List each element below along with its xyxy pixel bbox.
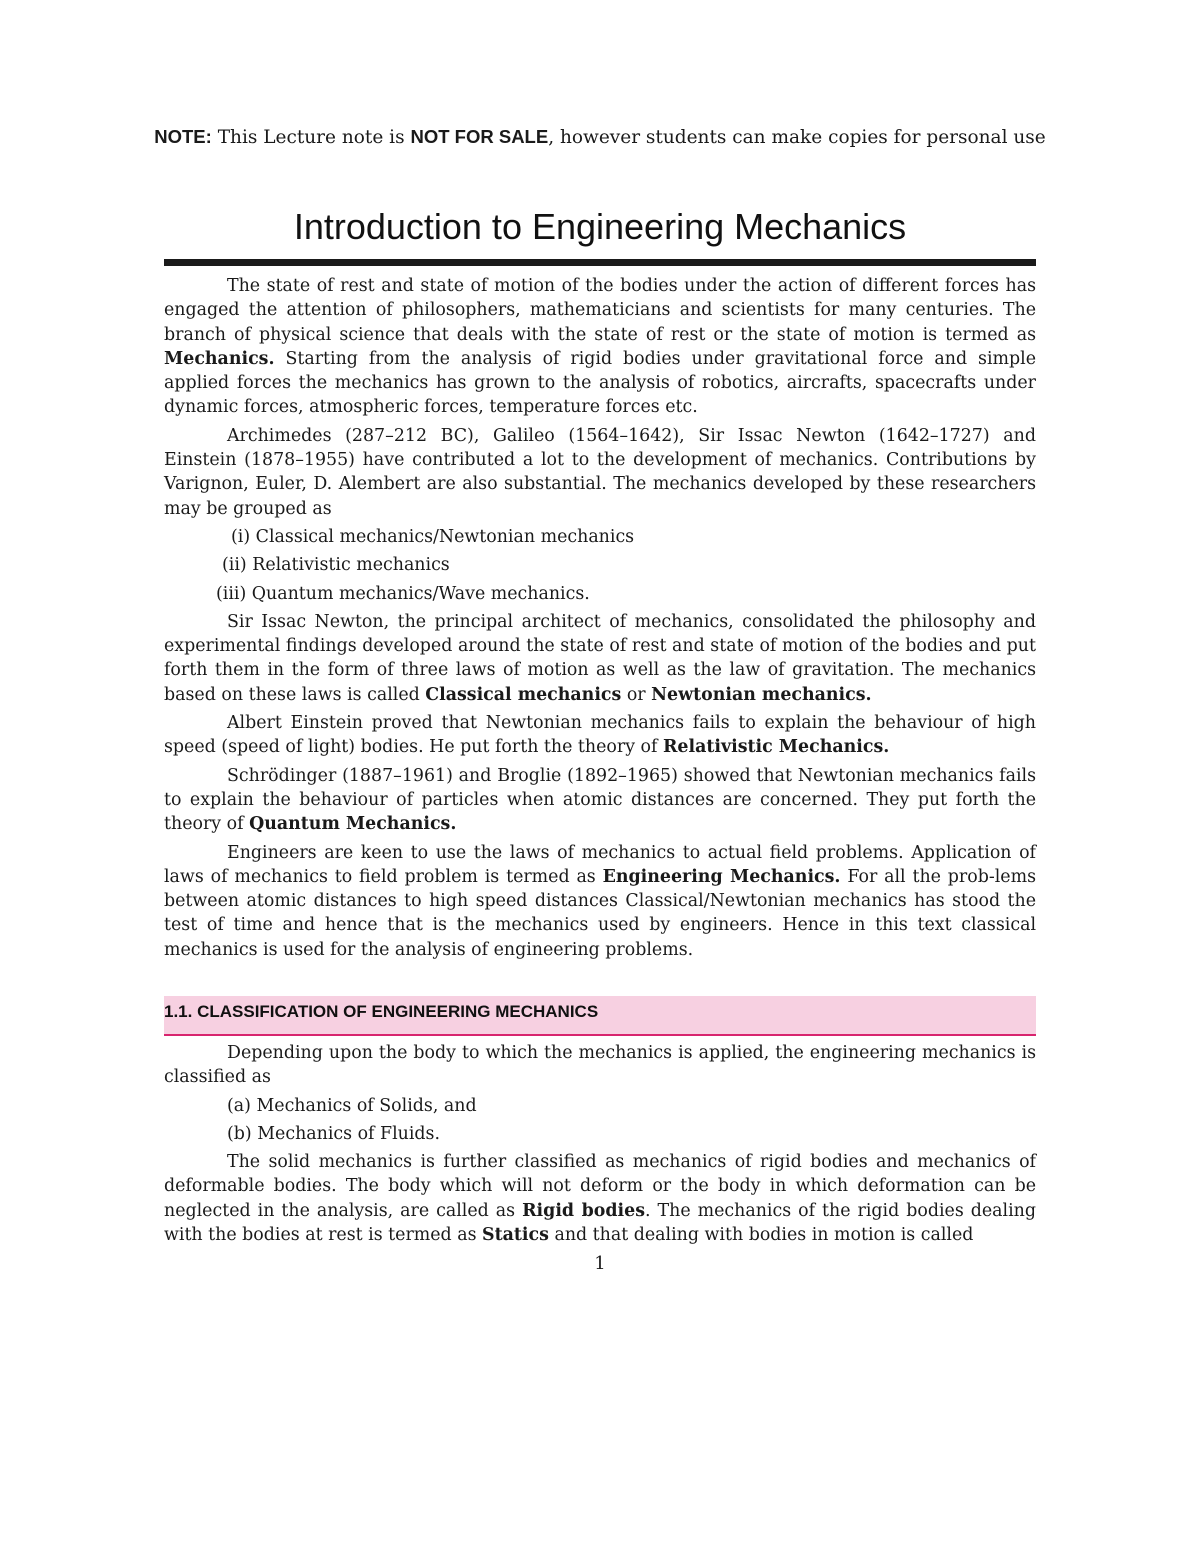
page-number: 1: [594, 1253, 606, 1274]
paragraph-3-text-c: or: [621, 684, 652, 705]
paragraph-6-text-a: Engineers are keen to use the laws of mechanics to actual field problems. Application of laws of mechanics to field problem is termed as: [164, 842, 1036, 887]
paragraph-4-text-a: Albert Einstein proved that Newtonian mechanics fails to explain the behaviour of high speed (speed of light) bodies. He put forth the theory of: [164, 713, 1036, 758]
note-label: NOTE:: [154, 126, 212, 147]
term-engineering-mechanics: Engineering Mechanics.: [602, 866, 841, 887]
classification-body: [164, 1041, 1036, 1251]
term-relativistic-mechanics: Relativistic Mechanics.: [662, 737, 890, 758]
term-statics: Statics: [482, 1225, 549, 1246]
section-heading-bar: [164, 996, 1036, 1036]
page-title: Introduction to Engineering Mechanics: [293, 206, 907, 247]
list-item-solids: (a) Mechanics of Solids, and: [227, 1095, 477, 1116]
note-text-2: , however students can make copies for personal use: [548, 127, 1046, 148]
paragraph-6: [164, 841, 1036, 962]
paragraph-3: [164, 610, 1036, 707]
paragraph-3-text-a: Sir Issac Newton, the principal architect of mechanics, consolidated the philosophy and experimental findings developed around the state of rest and state of motion of the bodies and put forth them in the form of three laws of motion as well as the law of gravitation. The mechanics based on these laws is called: [164, 611, 1036, 705]
paragraph-1: [164, 274, 1036, 420]
paragraph-1-text-c: Starting from the analysis of rigid bodies under gravitational force and simple applied forces the mechanics has grown to the analysis of robotics, aircrafts, spacecrafts under dynamic forces, atmospheric forces, temperature forces etc.: [164, 348, 1036, 418]
term-classical-mechanics: Classical mechanics: [425, 684, 622, 705]
paragraph-7: Depending upon the body to which the mechanics is applied, the engineering mechanics is classified as: [164, 1043, 1036, 1088]
note-text-1: This Lecture note is: [211, 127, 411, 148]
term-rigid-bodies: Rigid bodies: [522, 1200, 645, 1221]
note-banner: [0, 126, 1200, 148]
term-mechanics: Mechanics.: [164, 348, 275, 369]
paragraph-6-text-c: For all the prob-lems between atomic distances to high speed distances Classical/Newtonian mechanics has stood the test of time and hence that is the mechanics used by engineers. Hence in this text classical mechanics is used for the analysis of engineering problems.: [164, 866, 1036, 960]
section-heading: 1.1. CLASSIFICATION OF ENGINEERING MECHANICS: [164, 1002, 599, 1021]
term-newtonian-mechanics: Newtonian mechanics.: [651, 684, 872, 705]
paragraph-5: [164, 764, 1036, 837]
list-item-classical: (i) Classical mechanics/Newtonian mechanics: [231, 526, 635, 547]
paragraph-8-text-a: The solid mechanics is further classified as mechanics of rigid bodies and mechanics of deformable bodies. The body which will not deform or the body in which deformation can be neglected in the analysis, are called as: [164, 1152, 1036, 1221]
title-divider: [164, 259, 1036, 266]
list-item-fluids: (b) Mechanics of Fluids.: [227, 1123, 441, 1144]
paragraph-8: [164, 1150, 1036, 1247]
paragraph-2: Archimedes (287–212 BC), Galileo (1564–1642), Sir Issac Newton (1642–1727) and Einstein (1878–1955) have contributed a lot to the development of mechanics. Contributions by Varignon, Euler, D. Alembert are also substantial. The mechanics developed by these researchers may be grouped as: [164, 425, 1036, 519]
note-emphasis: NOT FOR SALE: [410, 126, 549, 147]
paragraph-8-text-e: and that dealing with bodies in motion is called: [548, 1225, 974, 1246]
intro-body: [164, 274, 1036, 966]
list-item-relativistic: (ii) Relativistic mechanics: [222, 555, 450, 576]
paragraph-1-text-a: The state of rest and state of motion of the bodies under the action of different forces has engaged the attention of philosophers, mathematicians and scientists for many centuries. The branch of physical science that deals with the state of rest or the state of motion is termed as: [164, 276, 1036, 345]
paragraph-4: [164, 711, 1036, 760]
paragraph-8-text-c: . The mechanics of the rigid bodies dealing with the bodies at rest is termed as: [164, 1200, 1037, 1246]
paragraph-5-text-a: Schrödinger (1887–1961) and Broglie (1892–1965) showed that Newtonian mechanics fails to explain the behaviour of particles when atomic distances are concerned. They put forth the theory of: [164, 765, 1036, 835]
term-quantum-mechanics: Quantum Mechanics.: [249, 814, 457, 835]
list-item-quantum: (iii) Quantum mechanics/Wave mechanics.: [216, 583, 590, 604]
